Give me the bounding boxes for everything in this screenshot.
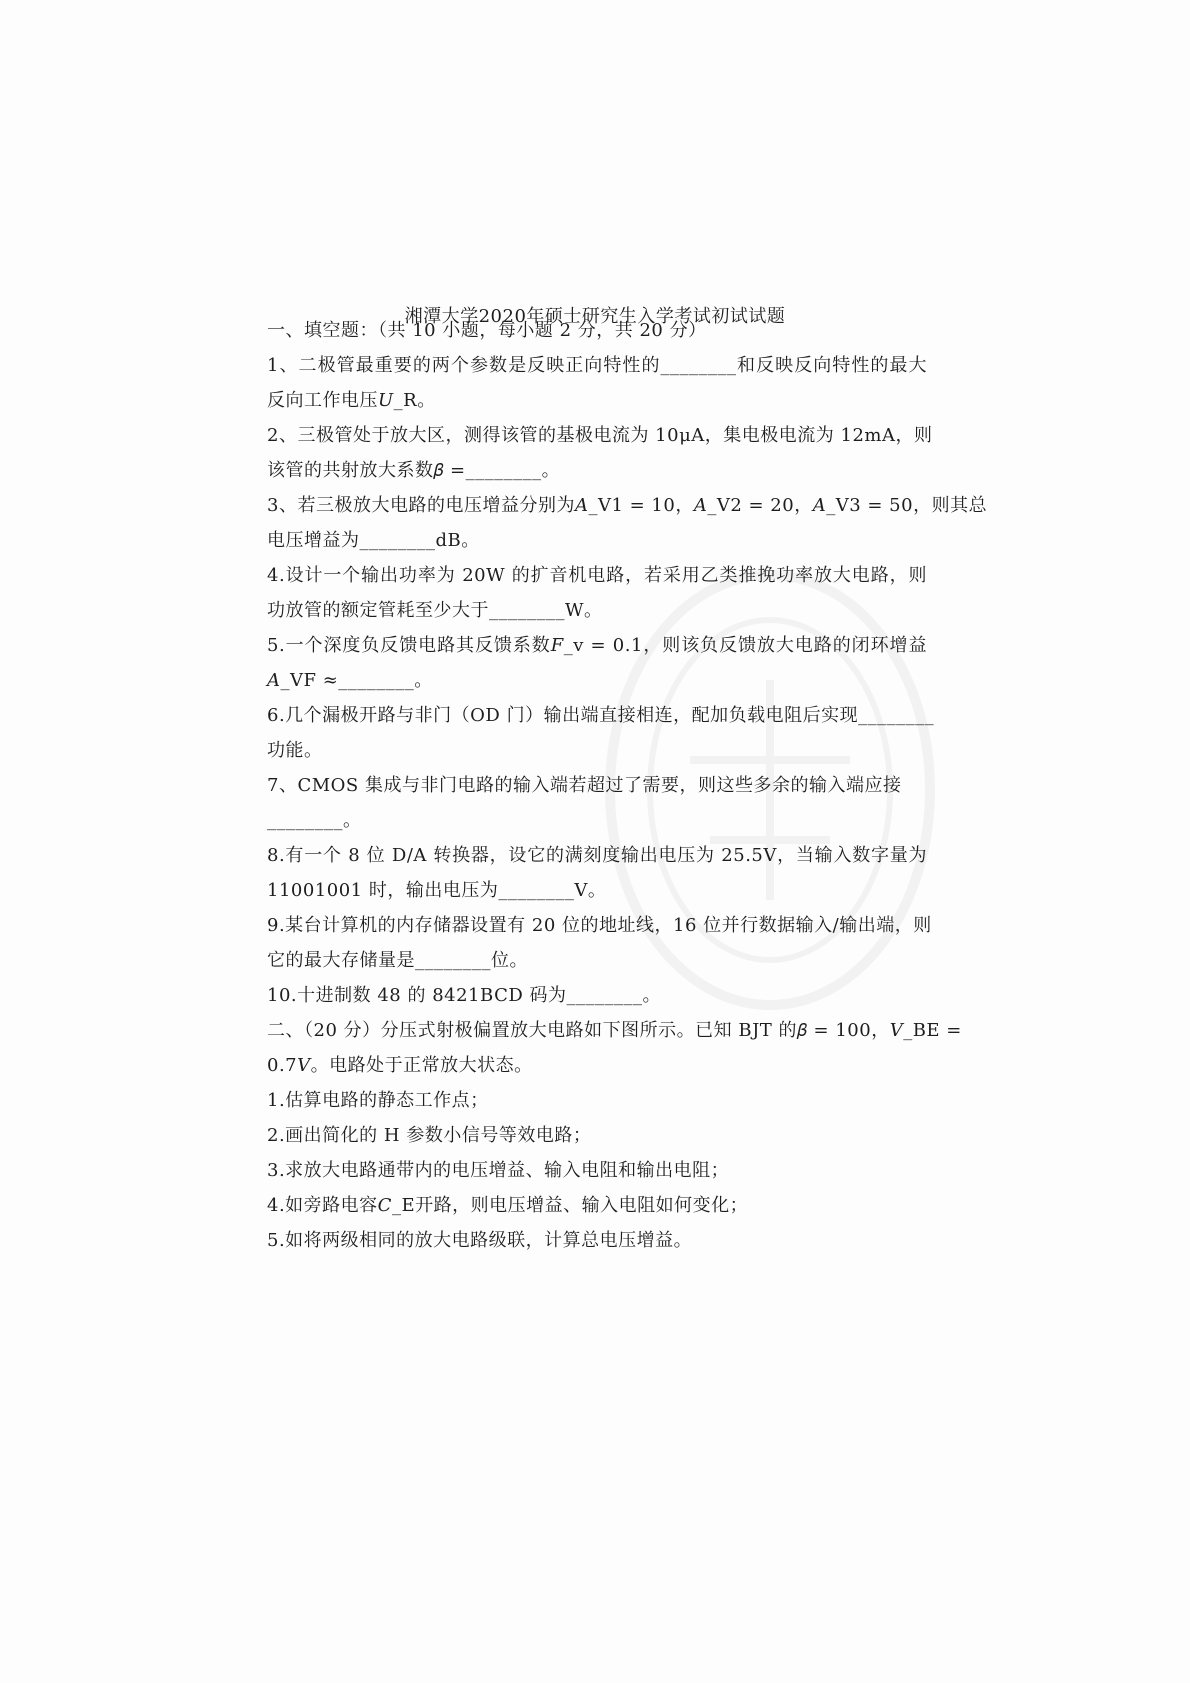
question-5-line-2: 𝐴_VF ≈________。: [267, 670, 433, 691]
section-2-subquestion-4: 4.如旁路电容𝐶_E开路，则电压增益、输入电阻如何变化；: [267, 1195, 749, 1216]
question-7-line-2: ________。: [267, 810, 362, 831]
question-4-line-2: 功放管的额定管耗至少大于________W。: [267, 600, 603, 621]
question-6-line-2: 功能。: [267, 740, 323, 761]
section-1-heading: 一、填空题：（共 10 小题，每小题 2 分，共 20 分）: [267, 320, 707, 341]
section-2-subquestion-1: 1.估算电路的静态工作点；: [267, 1090, 489, 1111]
section-2-subquestion-2: 2.画出简化的 H 参数小信号等效电路；: [267, 1125, 592, 1146]
question-10-line-1: 10.十进制数 48 的 8421BCD 码为________。: [267, 985, 661, 1006]
question-2-line-1: 2、三极管处于放大区，测得该管的基极电流为 10μA，集电极电流为 12mA，则: [267, 425, 933, 446]
question-1-line-2: 反向工作电压𝑈_R。: [267, 390, 436, 411]
question-7-line-1: 7、CMOS 集成与非门电路的输入端若超过了需要，则这些多余的输入端应接: [267, 775, 902, 796]
question-4-line-1: 4.设计一个输出功率为 20W 的扩音机电路，若采用乙类推挽功率放大电路，则: [267, 565, 927, 586]
question-8-line-1: 8.有一个 8 位 D/A 转换器，设它的满刻度输出电压为 25.5V，当输入数字量为: [267, 845, 927, 866]
section-2-subquestion-3: 3.求放大电路通带内的电压增益、输入电阻和输出电阻；: [267, 1160, 730, 1181]
question-9-line-1: 9.某台计算机的内存储器设置有 20 位的地址线，16 位并行数据输入/输出端，则: [267, 915, 932, 936]
question-3-line-1: 3、若三极放大电路的电压增益分别为𝐴_V1 = 10，𝐴_V2 = 20，𝐴_V3 = 50，则其总: [267, 495, 988, 516]
question-8-line-2: 11001001 时，输出电压为________V。: [267, 880, 607, 901]
exam-title: 湘潭大学2020年硕士研究生入学考试初试试题: [404, 306, 786, 327]
question-2-line-2: 该管的共射放大系数𝛽 =________。: [267, 460, 561, 481]
question-9-line-2: 它的最大存储量是________位。: [267, 950, 528, 971]
question-3-line-2: 电压增益为________dB。: [267, 530, 480, 551]
section-2-heading-line-1: 二、（20 分）分压式射极偏置放大电路如下图所示。已知 BJT 的𝛽 = 100，𝑉_BE =: [267, 1020, 962, 1041]
section-2-subquestion-5: 5.如将两级相同的放大电路级联，计算总电压增益。: [267, 1230, 693, 1251]
question-5-line-1: 5.一个深度负反馈电路其反馈系数𝐹_v = 0.1，则该负反馈放大电路的闭环增益: [267, 635, 927, 656]
section-2-heading-line-2: 0.7𝑉。电路处于正常放大状态。: [267, 1055, 533, 1076]
question-6-line-1: 6.几个漏极开路与非门（OD 门）输出端直接相连，配加负载电阻后实现________: [267, 705, 935, 726]
question-1-line-1: 1、二极管最重要的两个参数是反映正向特性的________和反映反向特性的最大: [267, 355, 927, 376]
